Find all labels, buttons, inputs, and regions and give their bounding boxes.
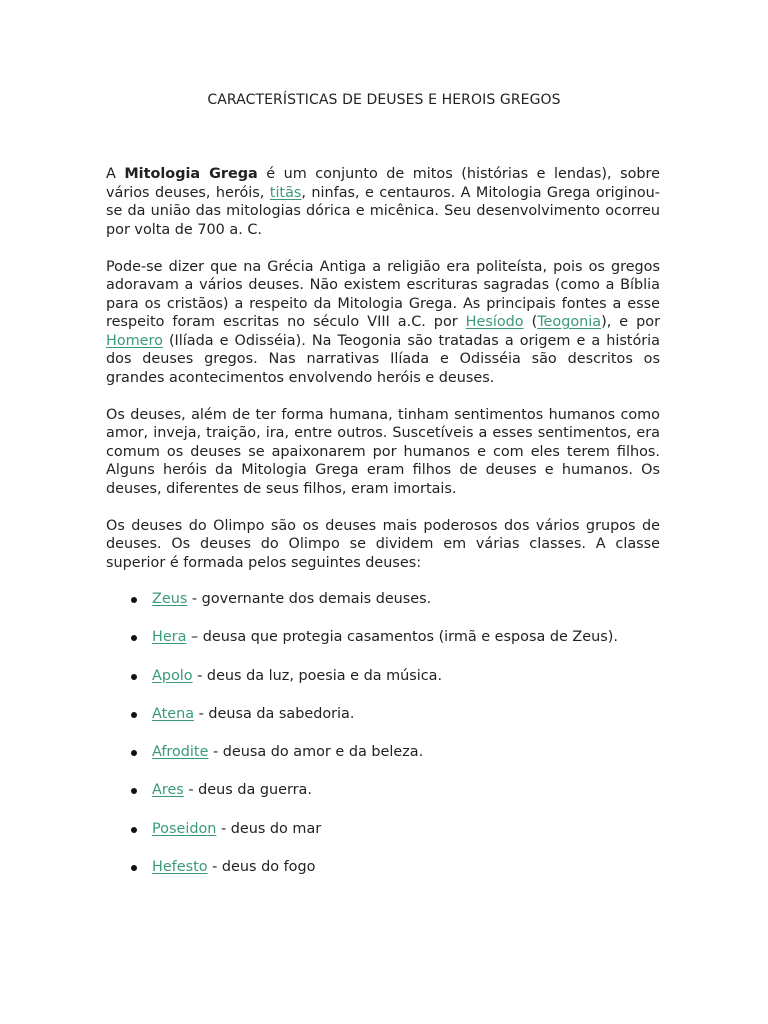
god-description: - deus da luz, poesia e da música. — [192, 667, 443, 684]
bullet-icon — [131, 788, 137, 794]
bullet-icon — [131, 712, 137, 718]
document-title: CARACTERÍSTICAS DE DEUSES E HEROIS GREGOS — [207, 92, 561, 108]
link-god[interactable]: Poseidon — [152, 820, 217, 837]
paragraph-intro — [106, 165, 660, 239]
god-description: - deusa do amor e da beleza. — [208, 744, 424, 761]
paragraph-olympus: Os deuses do Olimpo são os deuses mais poderosos dos vários grupos de deuses. Os deuses do Olimpo se dividem em várias classes. A classe superior é formada pelos seguintes deuses: — [106, 517, 660, 571]
paragraph-feelings: Os deuses, além de ter forma humana, tinham sentimentos humanos como amor, inveja, traição, ira, entre outros. Suscetíveis a esses sentimentos, era comum os deuses se apaixonarem por humanos e com eles terem filhos. Alguns heróis da Mitologia Grega eram filhos de deuses e humanos. Os deuses, diferentes de seus filhos, eram imortais. — [106, 406, 660, 497]
link-titas[interactable]: titãs — [269, 184, 302, 201]
link-god[interactable]: Atena — [152, 705, 195, 722]
text-span: é um conjunto de mitos (histórias e lendas), sobre vários deuses, heróis, — [106, 166, 660, 201]
link-god[interactable]: Hera — [152, 629, 187, 646]
list-item — [106, 667, 660, 705]
bullet-icon — [131, 865, 137, 871]
link-god[interactable]: Afrodite — [152, 744, 209, 761]
link-god[interactable]: Ares — [152, 782, 184, 799]
paragraph-sources — [106, 258, 660, 388]
list-item — [106, 628, 660, 666]
text-span: A — [106, 166, 125, 182]
gods-list — [106, 590, 660, 896]
document-body — [106, 165, 660, 896]
bullet-icon — [131, 597, 137, 603]
link-homero[interactable]: Homero — [106, 332, 163, 349]
bold-term-mitologia-grega: Mitologia Grega — [124, 166, 258, 182]
god-description: - governante dos demais deuses. — [187, 591, 432, 607]
bullet-icon — [131, 827, 137, 833]
list-item — [106, 781, 660, 819]
list-item — [106, 590, 660, 628]
link-god[interactable]: Zeus — [152, 591, 188, 607]
list-item — [106, 820, 660, 858]
link-hesiodo[interactable]: Hesíodo — [465, 314, 524, 330]
text-span: , ninfas, e centauros. A Mitologia Grega originou-se da união das mitologias dórica e micênica. Seu desenvolvimento ocorreu por volta de 700 a. C. — [106, 184, 660, 238]
text-span: ( — [523, 314, 538, 330]
god-description: - deus da guerra. — [183, 782, 312, 799]
god-description: - deus do fogo — [207, 859, 316, 876]
list-item — [106, 743, 660, 781]
list-item — [106, 705, 660, 743]
link-god[interactable]: Hefesto — [152, 859, 208, 876]
god-description: – deusa que protegia casamentos (irmã e esposa de Zeus). — [186, 629, 618, 646]
list-item — [106, 858, 660, 896]
link-teogonia[interactable]: Teogonia — [537, 314, 602, 330]
link-god[interactable]: Apolo — [152, 667, 193, 684]
text-span: (Ilíada e Odisséia). Na Teogonia são tratadas a origem e a história dos deuses gregos. Nas narrativas Ilíada e Odisséia são descritos os grandes acontecimentos envolvendo heróis e deuses. — [106, 332, 660, 386]
text-span: Pode-se dizer que na Grécia Antiga a religião era politeísta, pois os gregos adoravam a vários deuses. Não existem escrituras sagradas (como a Bíblia para os cristãos) a respeito da Mitologia Grega. As principais fontes a esse respeito foram escritas no século VIII a.C. por — [106, 258, 660, 330]
text-span: ), e por — [601, 314, 660, 330]
god-description: - deusa da sabedoria. — [194, 705, 355, 722]
bullet-icon — [131, 750, 137, 756]
bullet-icon — [131, 635, 137, 641]
god-description: - deus do mar — [216, 820, 322, 837]
bullet-icon — [131, 674, 137, 680]
